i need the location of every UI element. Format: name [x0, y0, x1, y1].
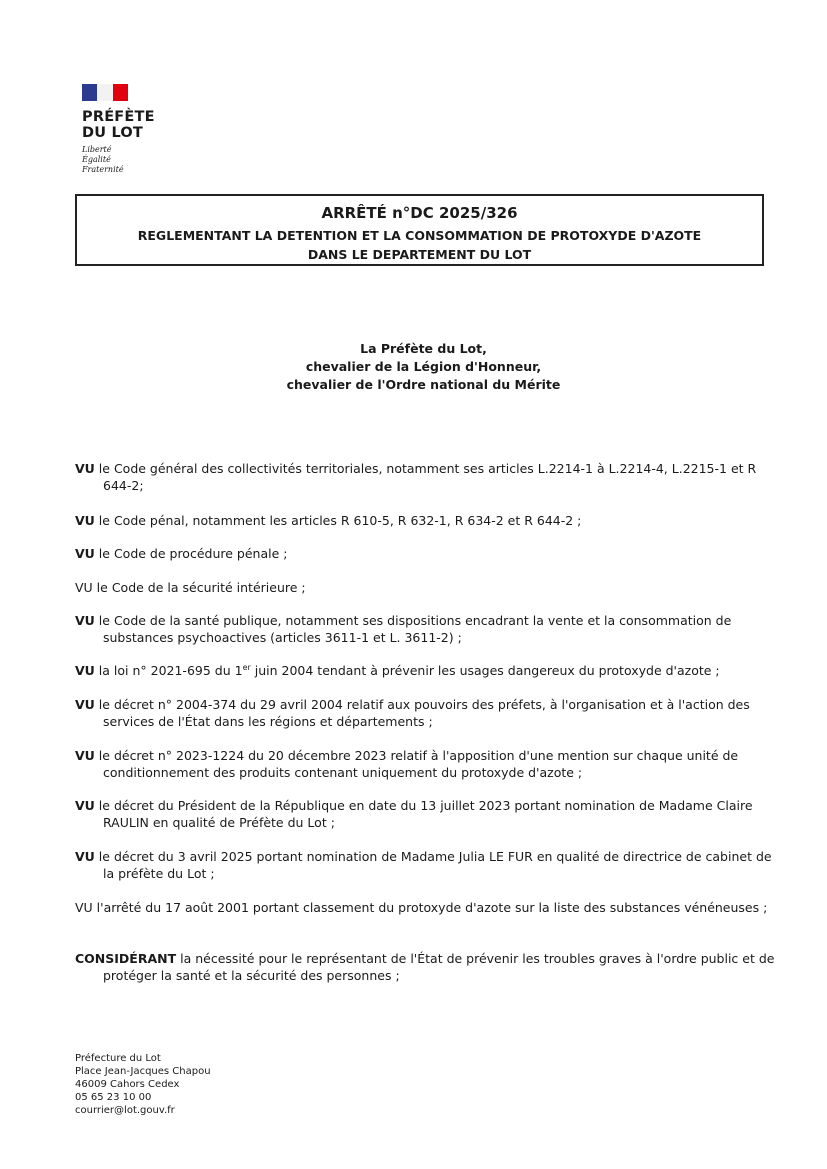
- visa-item: VU l'arrêté du 17 août 2001 portant classement du protoxyde d'azote sur la liste des substances vénéneuses ;: [75, 900, 768, 915]
- prefecture-address: Préfecture du Lot Place Jean-Jacques Chapou 46009 Cahors Cedex 05 65 23 10 00 courrier@lot.gouv.fr: [75, 1053, 211, 1116]
- considerant-item: CONSIDÉRANT la nécessité pour le représentant de l'État de prévenir les troubles graves à l'ordre public et de protéger la santé et la sécurité des personnes ;: [75, 951, 775, 983]
- republic-motto: Liberté Égalité Fraternité: [82, 145, 124, 174]
- visa-item: VU le Code de procédure pénale ;: [75, 546, 288, 561]
- decree-subtitle-line2: DANS LE DEPARTEMENT DU LOT: [307, 247, 532, 262]
- visa-item: VU la loi n° 2021-695 du 1er juin 2004 tendant à prévenir les usages dangereux du protoxyde d'azote ;: [75, 662, 720, 678]
- visa-item: VU le Code pénal, notamment les articles R 610-5, R 632-1, R 634-2 et R 644-2 ;: [75, 513, 582, 528]
- visa-item: VU le décret du 3 avril 2025 portant nomination de Madame Julia LE FUR en qualité de directrice de cabinet de la préfète du Lot ;: [75, 849, 772, 881]
- decree-title-box: [75, 194, 764, 266]
- signing-authority: La Préfète du Lot, chevalier de la Légion d'Honneur, chevalier de l'Ordre national du Mérite: [286, 341, 561, 392]
- visa-item: VU le décret n° 2004-374 du 29 avril 2004 relatif aux pouvoirs des préfets, à l'organisation et à l'action des services de l'État dans les régions et départements ;: [75, 697, 750, 729]
- visa-item: VU le décret du Président de la République en date du 13 juillet 2023 portant nomination de Madame Claire RAULIN en qualité de Préfète du Lot ;: [75, 798, 753, 830]
- decree-title: ARRÊTÉ n°DC 2025/326: [321, 204, 518, 222]
- prefecture-logo: [82, 84, 202, 175]
- decree-subtitle-line1: REGLEMENTANT LA DETENTION ET LA CONSOMMATION DE PROTOXYDE D'AZOTE: [137, 228, 702, 243]
- contact-email: courrier@lot.gouv.fr: [75, 1105, 175, 1116]
- french-flag-icon: [82, 84, 128, 101]
- visa-item: VU le Code de la santé publique, notamment ses dispositions encadrant la vente et la consommation de substances psychoactives (articles 3611-1 et L. 3611-2) ;: [75, 613, 732, 645]
- institution-name: PRÉFÈTE DU LOT: [82, 109, 155, 141]
- visa-item: VU le Code général des collectivités territoriales, notamment ses articles L.2214-1 à L.2214-4, L.2215-1 et R 644-2;: [75, 461, 757, 493]
- visa-item: VU le Code de la sécurité intérieure ;: [75, 580, 306, 595]
- visa-item: VU le décret n° 2023-1224 du 20 décembre 2023 relatif à l'apposition d'une mention sur chaque unité de conditionnement des produits contenant uniquement du protoxyde d'azote ;: [75, 748, 739, 780]
